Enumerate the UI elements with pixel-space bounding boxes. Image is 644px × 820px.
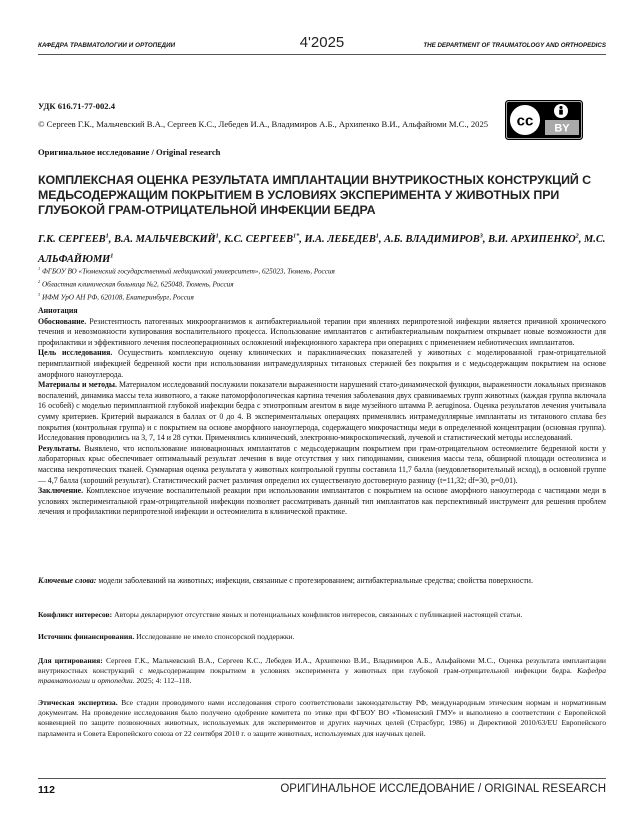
by-text: BY bbox=[554, 122, 570, 135]
author: И.А. ЛЕБЕДЕВ$^1$, bbox=[304, 233, 385, 246]
abstract-conclusion: Заключение. Комплексное изучение воспалительной реакции при использовании имплантатов с покрытием на основе аморфного наноуглерода с частицами меди в условиях экспериментальной грам-отрицательной инфекции позволяет рассматривать данный тип имплантатов как перспективный инструмент для решения проблем лечения и профилактики перипротезной инфекции и остеомиелита в клинической практике. bbox=[38, 486, 606, 517]
citation: Для цитирования: Сергеев Г.К., Мальчевский В.А., Сергеев К.С., Лебедев И.А., Архипенко В.И., Владимиров А.Б., Альфайюми М.С., Оценка результата имплантации внутрикостных конструкций с медьсодержащим покрытием в условиях эксперимента у животных при глубокой грам-отрицательной инфекции бедра. Кафедра травматологии и ортопедии. 2025; 4: 112–118. bbox=[38, 656, 606, 686]
affiliation: $^1$ ФГБОУ ВО «Тюменский государственный медицинский университет», 625023, Тюмень, Россия bbox=[38, 266, 335, 276]
abstract-rationale: Обоснование. Резистентность патогенных микроорганизмов к антибактериальной терапии при явлениях перипротезной инфекции является причиной хронического течения и невозможности купирования воспалительного процесса. Использование имплантатов с антибактериальным покрытием открывает новые возможности для профилактики и эффективного лечения послеоперационных осложнений инфекционного характера при операциях с применением небиотических имплантатов. bbox=[38, 316, 606, 347]
author-list bbox=[38, 229, 606, 268]
abstract-results: Результаты. Выявлено, что использование инновационных имплантатов с медьсодержащим покрытием при грам-отрицательном остеомиелите бедренной кости у лабораторных крыс обеспечивает оптимальный результат лечения в виде отсутствия у них гиподинамии, снижения массы тела, обширной площади остеолизиса и массива некротических тканей. Суммарная оценка результата у животных контрольной группы составила 11,7 балла (неудовлетворительный исход), в основной группе — 4,7 балла (хороший результат). Статистический расчет различия определил их существенную достоверную разницу (t=11,32; df=30, p=0,01). bbox=[38, 443, 606, 485]
author: В.А. МАЛЬЧЕВСКИЙ$^1$, bbox=[113, 233, 224, 246]
ethics-review: Этическая экспертиза. Все стадии проводимого нами исследования строго соответствовали законодательству РФ, международным этическим нормам и нормативным документам. На проведение исследования было получено одобрение комитета по этике при ФГБОУ ВО «Тюменский ГМУ» и выполнено в соответствии с Европейской конвенцией по защите позвоночных животных, используемых для экспериментов и других научных целей (Страсбург, 1986) и Директивой 2010/63/EU Европейского парламента и Совета Европейского союза от 22 сентября 2010 г. о защите животных, используемых для научных целей. bbox=[38, 698, 606, 738]
header-department-en: THE DEPARTMENT OF TRAUMATOLOGY AND ORTHOPEDICS bbox=[423, 42, 606, 49]
copyright-line: © Сергеев Г.К., Мальчевский В.А., Сергеев К.С., Лебедев И.А., Владимиров А.Б., Архипенко В.И., Альфайюми М.С., 2025 bbox=[38, 119, 489, 129]
affiliation-list bbox=[38, 264, 558, 303]
abstract-aim: Цель исследования. Осуществить комплексную оценку клинических и параклинических показателей у животных с моделированной грам-отрицательной перимплантной инфекцией бедренной кости при использовании интрамедуллярных титановых стержней без покрытия и с медьсодержащим покрытием на основе аморфного наноуглерода. bbox=[38, 348, 606, 379]
abstract bbox=[38, 306, 606, 518]
affiliation: $^2$ Областная клиническая больница №2, 625048, Тюмень, Россия bbox=[38, 278, 234, 289]
abstract-heading: Аннотация bbox=[38, 306, 78, 315]
author: А.Б. ВЛАДИМИРОВ$^3$, bbox=[384, 233, 489, 246]
cc-text: cc bbox=[516, 112, 534, 130]
affiliation: $^3$ ИФМ УрО АН РФ, 620108, Екатеринбург, Россия bbox=[38, 291, 194, 302]
article-title: КОМПЛЕКСНАЯ ОЦЕНКА РЕЗУЛЬТАТА ИМПЛАНТАЦИИ ВНУТРИКОСТНЫХ КОНСТРУКЦИЙ С МЕДЬСОДЕРЖАЩИМ ПОКРЫТИЕМ В УСЛОВИЯХ ЭКСПЕРИМЕНТА У ЖИВОТНЫХ ПРИ ГЛУБОКОЙ ГРАМ-ОТРИЦАТЕЛЬНОЙ ИНФЕКЦИИ БЕДРА bbox=[38, 173, 591, 217]
footer-section: ОРИГИНАЛЬНОЕ ИССЛЕДОВАНИЕ / ORIGINAL RESEARCH bbox=[280, 783, 606, 795]
author: К.С. $СЕРГЕЕВ^{1*}$, bbox=[223, 233, 305, 246]
header-divider bbox=[38, 54, 606, 55]
header-department-ru: КАФЕДРА ТРАВМАТОЛОГИИ И ОРТОПЕДИИ bbox=[38, 42, 176, 49]
page-number: 112 bbox=[38, 784, 55, 796]
author: В.И. АРХИПЕНКО$^2$, bbox=[488, 233, 584, 246]
header-issue: 4'2025 bbox=[299, 34, 345, 51]
author: Г.К. СЕРГЕЕВ$^1$, bbox=[38, 233, 114, 246]
keywords: Ключевые слова: модели заболеваний на животных; инфекции, связанные с протезированием; антибактериальные средства; свойства поверхности. bbox=[38, 576, 533, 585]
conflict-of-interest: Конфликт интересов: Авторы декларируют отсутствие явных и потенциальных конфликтов интересов, связанных с публикацией настоящей статьи. bbox=[38, 610, 523, 619]
author: М.С. АЛЬФАЙЮМИ$^1$ bbox=[38, 234, 606, 265]
article-type: Оригинальное исследование / Original research bbox=[38, 147, 221, 157]
abstract-methods: Материалы и методы. Материалом исследований послужили показатели выраженности нарушений стато-динамической функции, выраженности локальных признаков воспалений, динамика массы тела животного, а также патоморфологическая картина течения заболевания двух сравниваемых групп животных (каждая группа включала 16 особей) с моделью перимплантной глубокой инфекции бедра с этиотропным агентом в виде музейного штамма P. aeruginosa. Оценка результатов лечения учитывала сумму критериев. Критерий выражался в баллах от 0 до 4. В экспериментальных операциях применялись интрамедуллярные имплантаты из титанового сплава без покрытия (контрольная группа) и с покрытием на основе аморфного наноуглерода, содержащего микрочастицы меди в определенной концентрации (основная группа). Исследования проводились на 3, 7, 14 и 28 сутки. Применялись клинический, электронно-микроскопический, лучевой и статистический методы исследований. bbox=[38, 380, 607, 443]
udc-code: УДК 616.71-77-002.4 bbox=[38, 101, 116, 111]
funding-source: Источник финансирования. Исследование не имело спонсорской поддержки. bbox=[38, 632, 295, 641]
footer-divider bbox=[38, 778, 606, 779]
cc-by-license-icon bbox=[505, 100, 583, 140]
